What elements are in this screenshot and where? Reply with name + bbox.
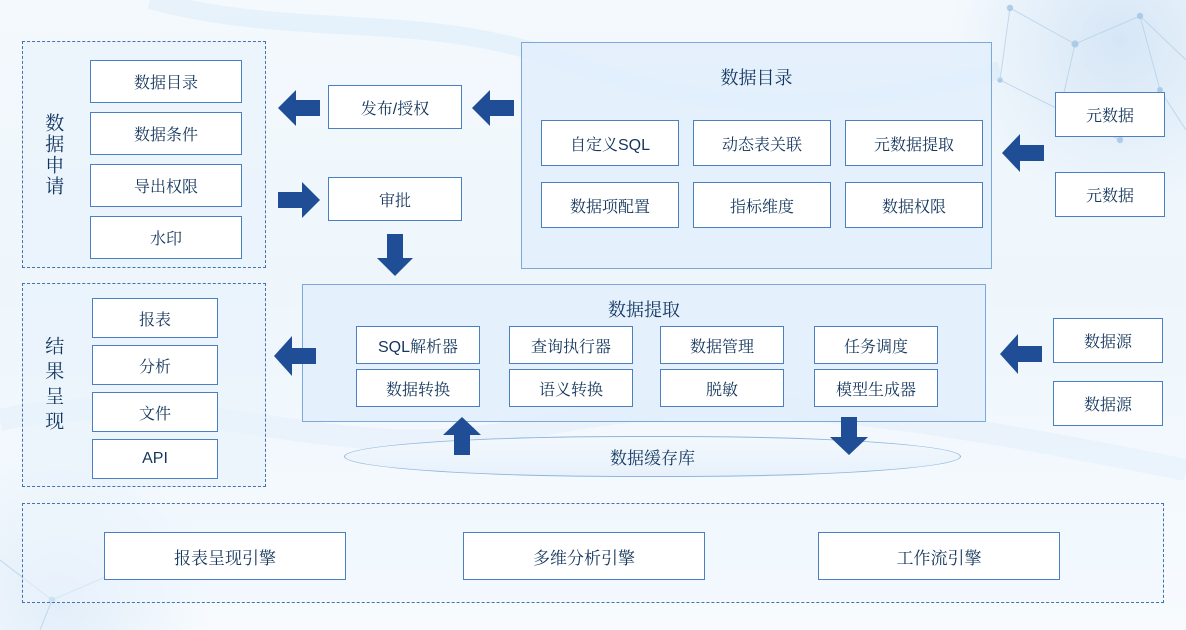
extract-item-3[interactable]: 任务调度 bbox=[814, 326, 938, 364]
result-item-1[interactable]: 分析 bbox=[92, 345, 218, 385]
extract-item-5[interactable]: 语义转换 bbox=[509, 369, 633, 407]
data-request-item-3[interactable]: 水印 bbox=[90, 216, 242, 259]
arrow-extraction-to-result bbox=[272, 330, 318, 382]
engine-0[interactable]: 报表呈现引擎 bbox=[104, 532, 346, 580]
arrow-metadata-to-catalog bbox=[1000, 128, 1046, 178]
panel-data-catalog-title: 数据目录 bbox=[720, 68, 793, 88]
cache-store[interactable]: 数据缓存库 bbox=[344, 436, 961, 477]
catalog-item-5[interactable]: 数据权限 bbox=[845, 182, 983, 228]
source-datasource-1[interactable]: 数据源 bbox=[1053, 381, 1163, 426]
engine-1[interactable]: 多维分析引擎 bbox=[463, 532, 705, 580]
extract-item-6[interactable]: 脱敏 bbox=[660, 369, 784, 407]
group-result-presentation-label: 结果呈现 bbox=[42, 336, 64, 436]
extract-item-7[interactable]: 模型生成器 bbox=[814, 369, 938, 407]
source-datasource-0[interactable]: 数据源 bbox=[1053, 318, 1163, 363]
extract-item-1[interactable]: 查询执行器 bbox=[509, 326, 633, 364]
result-item-0[interactable]: 报表 bbox=[92, 298, 218, 338]
arrow-approval-down bbox=[371, 232, 419, 278]
arrow-cache-down bbox=[824, 415, 874, 457]
extract-item-4[interactable]: 数据转换 bbox=[356, 369, 480, 407]
arrow-publish-to-request bbox=[276, 84, 322, 132]
source-metadata-1[interactable]: 元数据 bbox=[1055, 172, 1165, 217]
source-metadata-0[interactable]: 元数据 bbox=[1055, 92, 1165, 137]
catalog-item-0[interactable]: 自定义SQL bbox=[541, 120, 679, 166]
catalog-item-3[interactable]: 数据项配置 bbox=[541, 182, 679, 228]
node-publish-authorize[interactable]: 发布/授权 bbox=[328, 85, 462, 129]
result-item-2[interactable]: 文件 bbox=[92, 392, 218, 432]
data-request-item-2[interactable]: 导出权限 bbox=[90, 164, 242, 207]
extract-item-0[interactable]: SQL解析器 bbox=[356, 326, 480, 364]
result-item-3[interactable]: API bbox=[92, 439, 218, 479]
group-data-request-label: 数据申请 bbox=[42, 112, 64, 197]
extract-item-2[interactable]: 数据管理 bbox=[660, 326, 784, 364]
data-request-item-0[interactable]: 数据目录 bbox=[90, 60, 242, 103]
catalog-item-4[interactable]: 指标维度 bbox=[693, 182, 831, 228]
panel-data-extraction-title: 数据提取 bbox=[608, 300, 680, 320]
arrow-datasource-to-extraction bbox=[998, 328, 1044, 380]
arrow-catalog-to-publish bbox=[470, 84, 516, 132]
catalog-item-2[interactable]: 元数据提取 bbox=[845, 120, 983, 166]
node-approval[interactable]: 审批 bbox=[328, 177, 462, 221]
engine-2[interactable]: 工作流引擎 bbox=[818, 532, 1060, 580]
data-request-item-1[interactable]: 数据条件 bbox=[90, 112, 242, 155]
catalog-item-1[interactable]: 动态表关联 bbox=[693, 120, 831, 166]
arrow-cache-up bbox=[437, 415, 487, 457]
arrow-request-to-approval bbox=[276, 176, 322, 224]
